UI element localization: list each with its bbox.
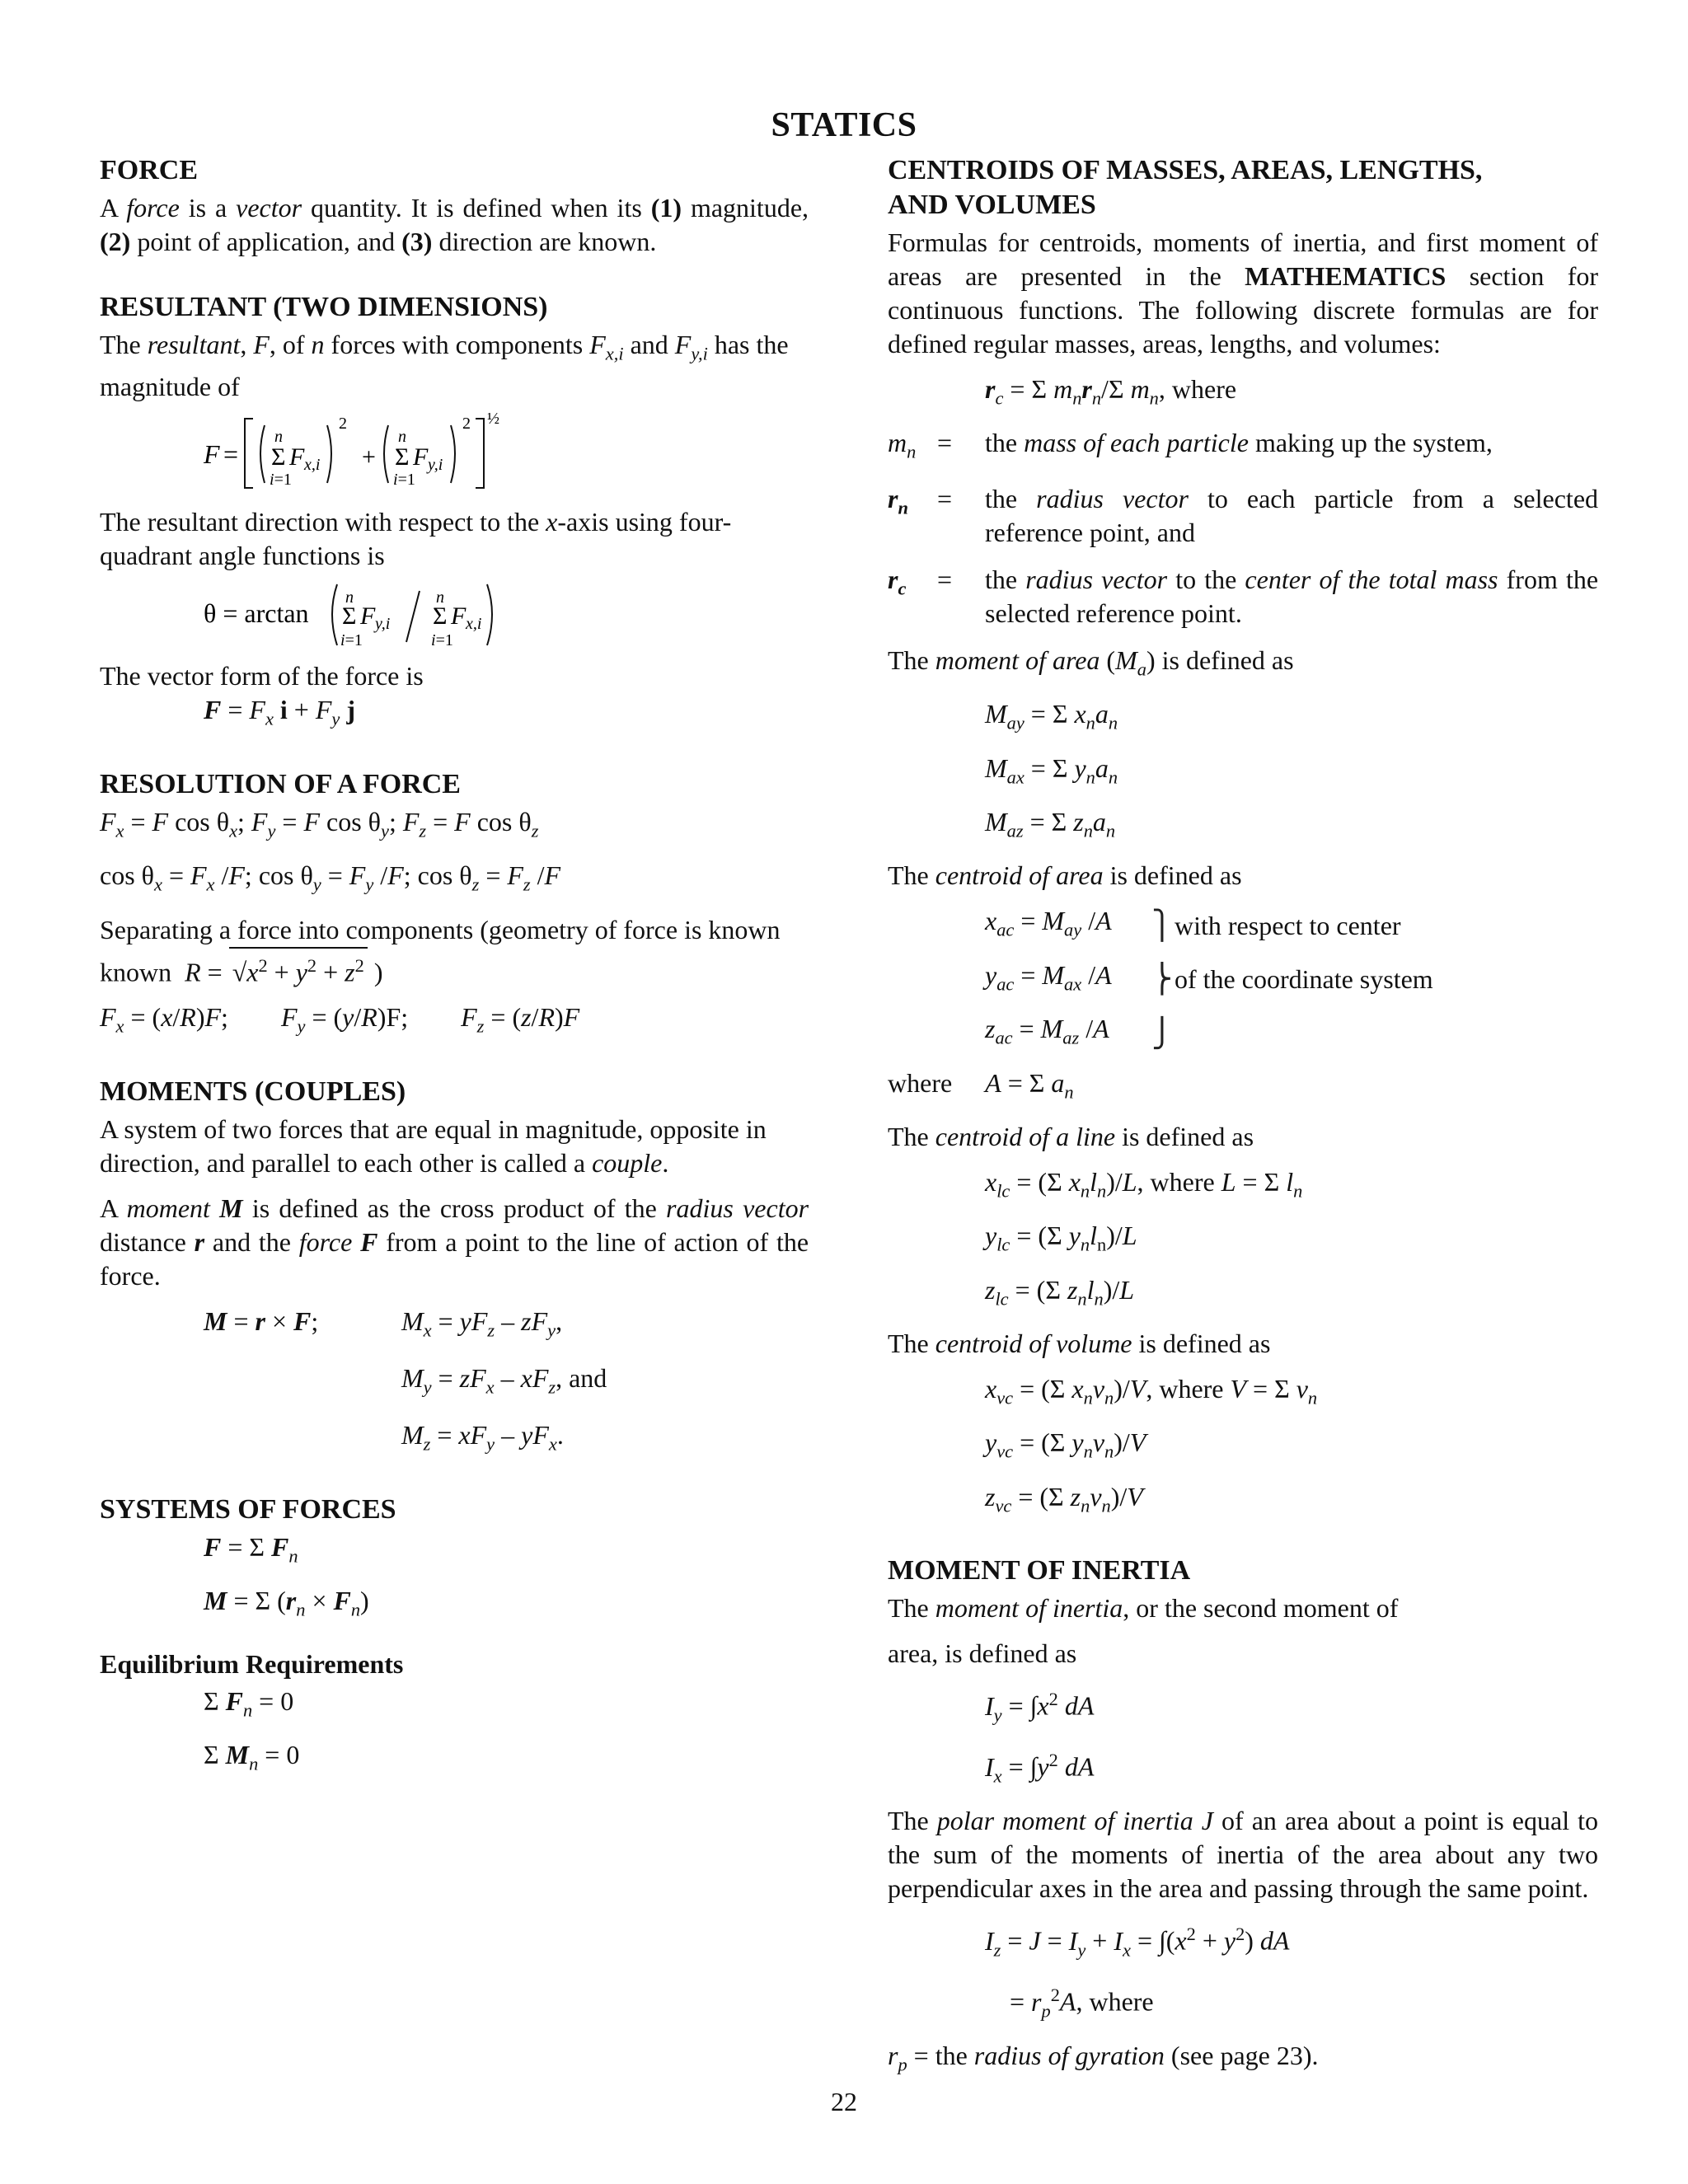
systems-force-equation: F = Σ $F_n$ [204, 1531, 298, 1567]
gyration-equation: = $r_p^2A$, where [1010, 1985, 1154, 2022]
yvc-equation: $y_{vc} = (\Sigma$ $y_nv_n)/V$ [985, 1427, 1146, 1462]
svg-text:F: F [451, 602, 467, 630]
heading-centroids-2: AND VOLUMES [888, 190, 1096, 220]
svg-text:i=1: i=1 [340, 631, 363, 650]
zvc-equation: $z_{vc} = (\Sigma$ $z_nv_n)/V$ [985, 1481, 1143, 1516]
definition-mn: $m_n$ = the mass of each particle making up the system, [888, 428, 1493, 462]
heading-systems: SYSTEMS OF FORCES [100, 1493, 396, 1525]
svg-text:Σ: Σ [342, 602, 357, 630]
definition-rn: $r_n$ = the radius vector to each particle from a selected reference point, and [888, 483, 1599, 547]
svg-text:2: 2 [339, 415, 347, 434]
page-title: STATICS [771, 106, 917, 144]
page-number: 22 [831, 2087, 857, 2116]
equilibrium-force-equation: Σ $F_n = 0$ [204, 1685, 294, 1720]
heading-force: FORCE [100, 155, 198, 185]
iy-equation: $I_y = \int x^2$ dA [985, 1689, 1095, 1726]
systems-moment-equation: M = Σ $(r_n \times F_n)$ [204, 1586, 369, 1620]
couple-definition: A system of two forces that are equal in magnitude, opposite in direction, and parallel to each other is called a couple. [100, 1113, 767, 1178]
resolution-text: Separating a force into components (geometry of force is known [100, 914, 781, 944]
svg-text:y,i: y,i [375, 615, 391, 634]
centroid-of-volume-text: The centroid of volume is defined as [888, 1329, 1271, 1359]
vector-form-text: The vector form of the force is [100, 661, 424, 691]
svg-text:½: ½ [487, 410, 499, 429]
svg-text:y,i: y,i [428, 456, 443, 475]
svg-text:=: = [223, 439, 239, 470]
resultant-text: The resultant, F, of n forces with components $F_{x,i}$ and $F_{y,i}$ has the magnitude of [100, 330, 789, 402]
svg-text:F: F [289, 443, 305, 471]
max-equation: $M_{ax} = \Sigma$ $y_na_n$ [985, 752, 1118, 787]
vector-form-equation: $F = F_x$ $i + F_y$ j [204, 695, 355, 729]
xac-equation: $x_{ac} = M_{ay}$ /A ⎫ with respect to center [985, 906, 1401, 942]
svg-text:F: F [360, 602, 376, 630]
resultant-magnitude-equation [100, 404, 809, 501]
resolution-r-equation: known $R = √x^2 + y^2 + z^2$ ) [100, 947, 809, 990]
yac-equation: $y_{ac} = M_{ax}$ /A ⎬ of the coordinate system [985, 959, 1433, 996]
heading-centroids-1: CENTROIDS OF MASSES, AREAS, LENGTHS, [888, 155, 1483, 185]
gyration-definition: $r_p$ = the radius of gyration (see page 23). [888, 2041, 1319, 2075]
center-of-mass-equation: $r_c = \Sigma$ $m_nr_n/\Sigma$ $m_n$, where [985, 374, 1237, 409]
resultant-direction-text: The resultant direction with respect to the x-axis using four-quadrant angle functions is [100, 507, 732, 571]
svg-text:θ = arctan: θ = arctan [204, 598, 309, 629]
svg-text:Σ: Σ [395, 443, 410, 471]
svg-text:Σ: Σ [271, 443, 286, 471]
zac-equation: $z_{ac} = M_{az}$ /A ⎭ [985, 1014, 1173, 1049]
xlc-equation: $x_{lc} = (\Sigma$ $x_nl_n)/L$, where L = Σ $l_n$ [985, 1166, 1303, 1202]
moment-definition: A moment M is defined as the cross product of the radius vector distance r and the force F from a point to the line of action of the force. [100, 1193, 809, 1291]
area-sum-equation: where A = Σ $a_n$ [888, 1067, 1074, 1102]
definition-rc: $r_c$ = the radius vector to the center of the total mass from the selected reference point. [888, 564, 1599, 628]
right-column [888, 153, 1598, 2082]
force-definition: A force is a vector quantity. It is defined when its (1) magnitude, (2) point of application, and (3) direction are known. [100, 193, 809, 256]
svg-text:F: F [413, 443, 429, 471]
centroids-intro: Formulas for centroids, moments of inertia, and first moment of areas are presented in the MATHEMATICS section for continuous functions. The following discrete formulas are for defined regular masses, areas, lengths, and volumes: [888, 227, 1598, 359]
moment-of-area-text: The moment of area $(M_a)$ is defined as [888, 644, 1294, 680]
svg-text:F: F [204, 439, 220, 470]
resolution-eq-2: $\cos \theta_x = F_x$ /F; $\cos \theta_y = F_y$ /F; $\cos \theta_z = F_z$ /F [100, 860, 561, 895]
moment-equations: M = r × F; $M_x = yF_z - zF_y$, $M_y = zF_x - xF_z$, and $M_z = xF_y - yF_x$. [204, 1305, 607, 1455]
svg-text:2: 2 [462, 415, 471, 434]
heading-moment-of-inertia: MOMENT OF INERTIA [888, 1555, 1191, 1586]
svg-text:+: + [362, 443, 376, 471]
maz-equation: $M_{az} = \Sigma$ $z_na_n$ [985, 806, 1116, 841]
xvc-equation: $x_{vc} = (\Sigma$ $x_nv_n)/V$, where V = Σ $v_n$ [985, 1374, 1318, 1408]
ylc-equation: $y_{lc} = (\Sigma$ $y_nl_n)/L$ [985, 1221, 1137, 1255]
left-column [100, 153, 809, 1780]
may-equation: $M_{ay} = \Sigma$ $x_na_n$ [985, 699, 1118, 733]
heading-resolution: RESOLUTION OF A FORCE [100, 768, 461, 799]
centroid-of-area-text: The centroid of area is defined as [888, 860, 1242, 891]
centroid-of-line-text: The centroid of a line is defined as [888, 1121, 1254, 1151]
svg-text:Σ: Σ [433, 602, 448, 630]
svg-text:n: n [274, 428, 283, 447]
heading-resultant: RESULTANT (TWO DIMENSIONS) [100, 292, 548, 322]
resolution-eq-1: $F_x = F$ $\cos \theta_x$; $F_y = F$ $\cos \theta_y$; $F_z = F$ $\cos \theta_z$ [100, 806, 539, 841]
resultant-direction-equation [100, 573, 809, 655]
resolution-components-equation: $F_x = (x/R)F$; $F_y = (y/R)F$; $F_z = (z/R)F$ [100, 1002, 580, 1037]
inertia-text-2: area, is defined as [888, 1638, 1077, 1669]
zlc-equation: $z_{lc} = (\Sigma$ $z_nl_n)/L$ [985, 1274, 1135, 1310]
svg-text:n: n [345, 588, 354, 607]
svg-text:x,i: x,i [466, 615, 482, 634]
svg-text:i=1: i=1 [270, 471, 292, 490]
svg-text:n: n [398, 428, 406, 447]
svg-text:i=1: i=1 [393, 471, 415, 490]
svg-text:i=1: i=1 [431, 631, 453, 650]
svg-text:n: n [436, 588, 444, 607]
polar-moment-text: The polar moment of inertia J of an area about a point is equal to the sum of the moments of inertia of the area about any two perpendicular axes in the area and passing through the same point. [888, 1806, 1598, 1904]
polar-moment-equation: $I_z = J = I_y + I_x = \int(x^2 + y^2)$ dA [985, 1924, 1290, 1961]
heading-equilibrium: Equilibrium Requirements [100, 1648, 404, 1679]
equilibrium-moment-equation: Σ $M_n = 0$ [204, 1739, 300, 1774]
svg-text:x,i: x,i [304, 456, 321, 475]
ix-equation: $I_x = \int y^2$ dA [985, 1750, 1095, 1787]
inertia-text-1: The moment of inertia, or the second moment of [888, 1593, 1399, 1624]
heading-moments: MOMENTS (COUPLES) [100, 1076, 406, 1107]
